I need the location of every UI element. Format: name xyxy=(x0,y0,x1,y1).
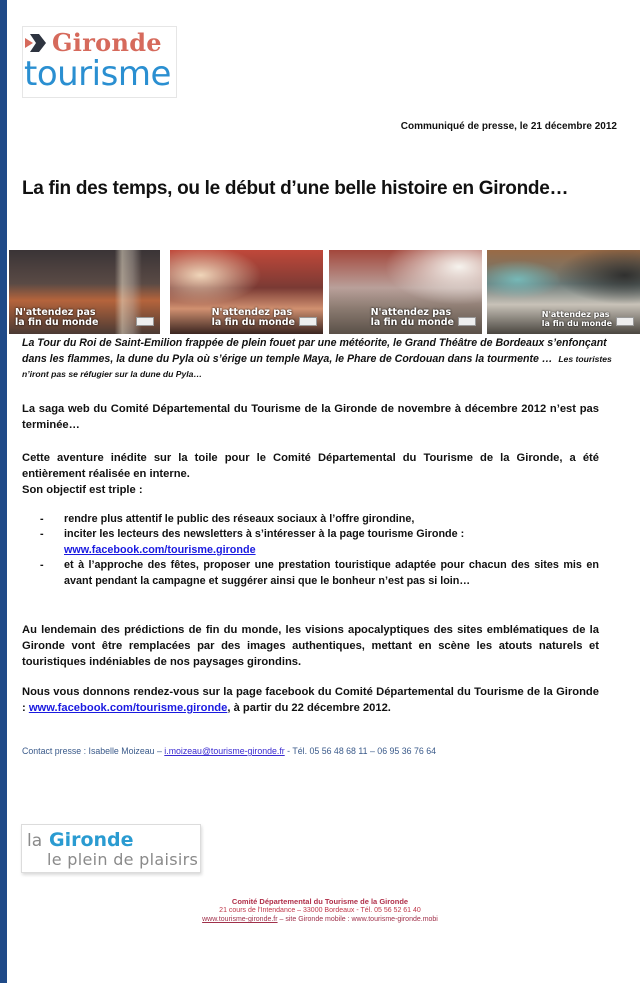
page-title: La fin des temps, ou le début d’une belle histoire en Gironde… xyxy=(22,178,569,199)
footer xyxy=(160,897,480,924)
logo2-tagline: le plein de plaisirs xyxy=(47,850,199,869)
bullet-text: rendre plus attentif le public des réseaux sociaux à l’offre girondine, xyxy=(64,513,415,525)
banner-caption-line1: N'attendez pas xyxy=(15,307,96,318)
footer-address: 21 cours de l'Intendance – 33000 Bordeaux - Tél. 05 56 52 61 40 xyxy=(219,907,421,914)
bullet-text-main: inciter les lecteurs des newsletters à s’intéresser à la page tourisme Gironde : xyxy=(64,528,465,541)
paragraph-aventure xyxy=(22,450,599,498)
banner-caption-line2: la fin du monde xyxy=(15,317,99,328)
image-caption xyxy=(22,336,622,383)
paragraph-lendemain: Au lendemain des prédictions de fin du monde, les visions apocalyptiques des sites emblématiques de la Gironde vont être remplacées par des images authentiques, mettant en scène les atouts naturels et touristiques indéniables de nos paysages girondins. xyxy=(22,624,599,668)
footer-organization: Comité Départemental du Tourisme de la Gironde xyxy=(231,897,409,906)
bullet-dash: - xyxy=(40,559,44,572)
la-gironde-logo xyxy=(21,824,201,873)
contact-email-link[interactable]: i.moizeau@tourisme-gironde.fr xyxy=(164,746,285,756)
footer-websites xyxy=(160,915,480,924)
facebook-link[interactable]: www.facebook.com/tourisme.gironde xyxy=(64,543,256,556)
banner-caption xyxy=(15,308,98,328)
banner-logo-tag xyxy=(299,317,317,326)
banner-caption-line1: N'attendez pas xyxy=(541,310,610,319)
rendez-vous-date: , à partir du 22 décembre 2012. xyxy=(227,702,391,714)
facebook-link[interactable]: www.facebook.com/tourisme.gironde xyxy=(28,702,228,714)
bullet-text: et à l’approche des fêtes, proposer une prestation touristique adaptée pour chacun des sites mis en avant pendant la campagne et suggérer ainsi que le bonheur n’est pas si loin… xyxy=(64,559,599,587)
footer-mobile-site: – site Gironde mobile : www.tourisme-gironde.mobi xyxy=(277,916,438,923)
logo-arrow-icon xyxy=(25,32,47,54)
banner-caption xyxy=(212,308,295,328)
banner-caption xyxy=(542,311,612,328)
banner-caption xyxy=(371,308,454,328)
banner-caption-line1: N'attendez pas xyxy=(370,307,452,318)
bullet-text xyxy=(64,527,599,558)
press-contact xyxy=(22,746,436,756)
campaign-banner-grand-theatre xyxy=(170,250,323,334)
caption-main: La Tour du Roi de Saint-Emilion frappée de plein fouet par une météorite, le Grand Théâtre de Bordeaux s’enfonçant dans les flammes, la dune du Pyla où s’érige un temple Maya, le Phare de Cordouan dans la tourmente … xyxy=(22,337,607,365)
banner-caption-line2: la fin du monde xyxy=(370,317,454,328)
rendez-vous-text: Nous vous donnons rendez-vous sur la page facebook du Comité Départemental du Tourisme de la Gironde : xyxy=(22,686,599,714)
campaign-banner-phare-cordouan xyxy=(487,250,640,334)
list-item xyxy=(40,527,599,558)
campaign-banner-dune-pyla xyxy=(329,250,482,334)
press-release-date: Communiqué de presse, le 21 décembre 2012 xyxy=(400,121,617,132)
banner-caption-line2: la fin du monde xyxy=(211,317,295,328)
paragraph-objectif: Son objectif est triple : xyxy=(22,484,143,496)
banner-caption-line1: N'attendez pas xyxy=(211,307,293,318)
logo2-la: la xyxy=(27,831,43,851)
bullet-dash: - xyxy=(40,513,44,525)
caption-small: Les touristes n’iront pas se réfugier sur la dune du Pyla… xyxy=(22,353,612,379)
list-item xyxy=(40,558,599,589)
objectives-list xyxy=(40,512,599,589)
bullet-dash: - xyxy=(40,528,44,541)
logo-brand-bottom: tourisme xyxy=(24,54,171,94)
banner-logo-tag xyxy=(616,317,634,326)
campaign-banner-saint-emilion xyxy=(9,250,160,334)
paragraph-rendez-vous xyxy=(22,684,599,716)
banner-logo-tag xyxy=(136,317,154,326)
logo-brand-top: Gironde xyxy=(52,28,162,57)
contact-phone: - Tél. 05 56 48 68 11 – 06 95 36 76 64 xyxy=(284,746,436,756)
banner-logo-tag xyxy=(458,317,476,326)
logo2-gironde: Gironde xyxy=(49,829,134,851)
contact-name: Contact presse : Isabelle Moizeau – xyxy=(22,746,165,756)
list-item xyxy=(40,512,599,527)
left-border-bar xyxy=(0,0,7,983)
banner-caption-line2: la fin du monde xyxy=(541,318,612,328)
footer-site-link[interactable]: www.tourisme-gironde.fr xyxy=(202,916,278,923)
paragraph-aventure-text: Cette aventure inédite sur la toile pour le Comité Départemental du Tourisme de la Gironde, a été entièrement réalisée en interne. xyxy=(22,452,599,480)
gironde-tourisme-logo xyxy=(22,26,177,98)
paragraph-saga: La saga web du Comité Départemental du Tourisme de la Gironde de novembre à décembre 2012 n’est pas terminée… xyxy=(22,403,599,431)
